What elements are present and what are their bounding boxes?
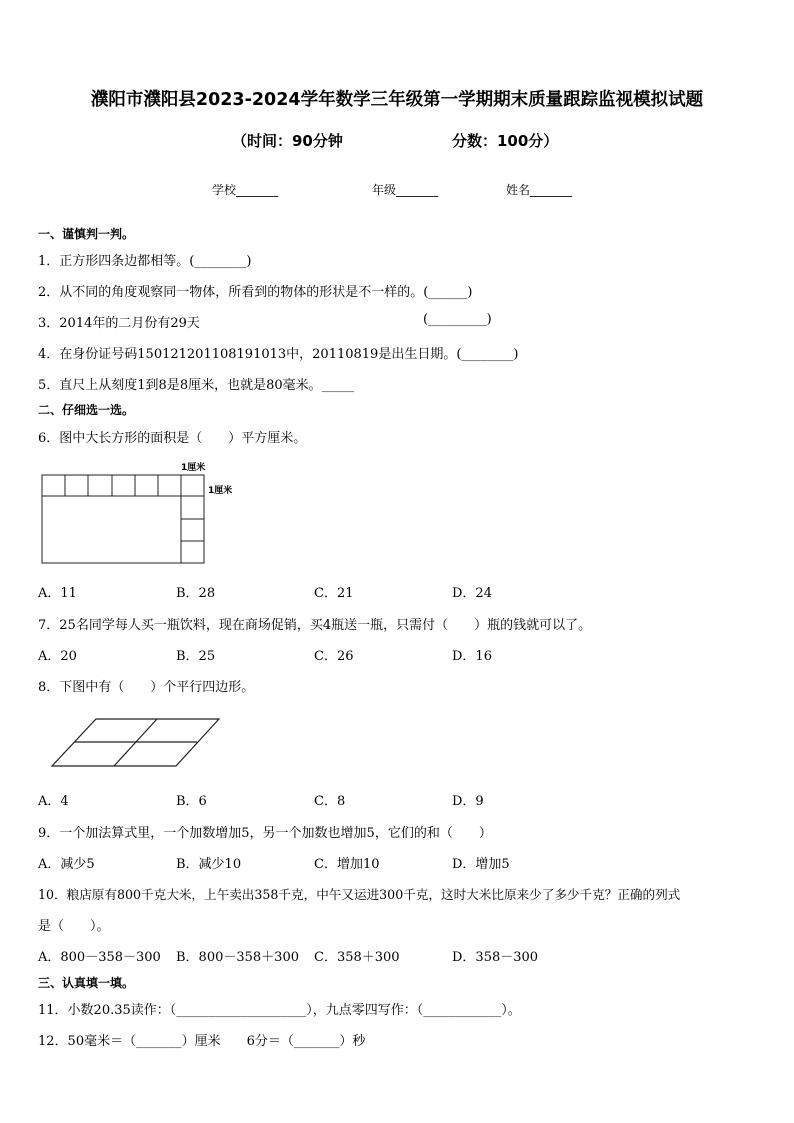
question-9: 9．一个加法算式里，一个加数增加5，另一个加数也增加5，它们的和（ ） — [38, 826, 492, 841]
question-12: 12．50毫米＝（_______）厘米 6分＝（_______）秒 — [38, 1034, 366, 1049]
time-label: （时间：90分钟 — [232, 132, 343, 150]
grade-field: 年级_______ — [372, 183, 439, 197]
name-field: 姓名_______ — [506, 183, 573, 197]
page-title: 濮阳市濮阳县2023-2024学年数学三年级第一学期期末质量跟踪监视模拟试题 — [90, 90, 704, 110]
q6-label-top: 1厘米 — [181, 463, 206, 473]
q9-option-d: D．增加5 — [452, 857, 510, 872]
q6-option-a: A．11 — [38, 586, 77, 601]
q6-option-c: C．21 — [314, 586, 354, 601]
q10-option-d: D．358－300 — [452, 950, 539, 965]
q7-option-c: C．26 — [314, 649, 354, 664]
q6-label-right: 1厘米 — [208, 486, 233, 496]
section-3-heading: 三、认真填一填。 — [38, 976, 135, 990]
q9-option-a: A．减少5 — [38, 857, 95, 872]
q7-option-b: B．25 — [176, 649, 216, 664]
q9-option-b: B．减少10 — [176, 857, 242, 872]
q7-option-a: A．20 — [38, 649, 77, 664]
question-10-cont: 是（ ）。 — [38, 919, 110, 934]
q7-option-d: D．16 — [452, 649, 492, 664]
section-1-heading: 一、谨慎判一判。 — [38, 227, 135, 241]
q10-option-c: C．358＋300 — [314, 950, 400, 965]
q6-option-d: D．24 — [452, 586, 492, 601]
q8-option-a: A．4 — [38, 794, 69, 809]
question-2: 2．从不同的角度观察同一物体，所看到的物体的形状是不一样的。(______) — [38, 285, 473, 300]
question-6: 6．图中大长方形的面积是（ ）平方厘米。 — [38, 431, 307, 446]
question-7: 7．25名同学每人买一瓶饮料，现在商场促销，买4瓶送一瓶，只需付（ ）瓶的钱就可以了。 — [38, 618, 592, 633]
question-1: 1．正方形四条边都相等。(________) — [38, 254, 252, 269]
school-field: 学校_______ — [212, 183, 279, 197]
q10-option-b: B．800－358＋300 — [176, 950, 299, 965]
question-3: 3．2014年的二月份有29天 — [38, 316, 200, 331]
q9-option-c: C．增加10 — [314, 857, 380, 872]
q6-option-b: B．28 — [176, 586, 216, 601]
q8-option-d: D．9 — [452, 794, 484, 809]
score-label: 分数：100分） — [452, 132, 559, 150]
q8-option-c: C．8 — [314, 794, 346, 809]
question-4: 4．在身份证号码150121201108191013中，20110819是出生日期。(________) — [38, 347, 519, 362]
question-8: 8．下图中有（ ）个平行四边形。 — [38, 680, 255, 695]
section-2-heading: 二、仔细选一选。 — [38, 403, 135, 417]
question-3-blank: (_________) — [423, 312, 492, 327]
question-5: 5．直尺上从刻度1到8是8厘米，也就是80毫米。_____ — [38, 378, 355, 393]
question-11: 11．小数20.35读作：（____________________），九点零四写作：（____________）。 — [38, 1003, 521, 1018]
q8-option-b: B．6 — [176, 794, 207, 809]
q10-option-a: A．800－358－300 — [38, 950, 161, 965]
question-10: 10．粮店原有800千克大米，上午卖出358千克，中午又运进300千克，这时大米比原来少了多少千克？正确的列式 — [38, 887, 681, 902]
